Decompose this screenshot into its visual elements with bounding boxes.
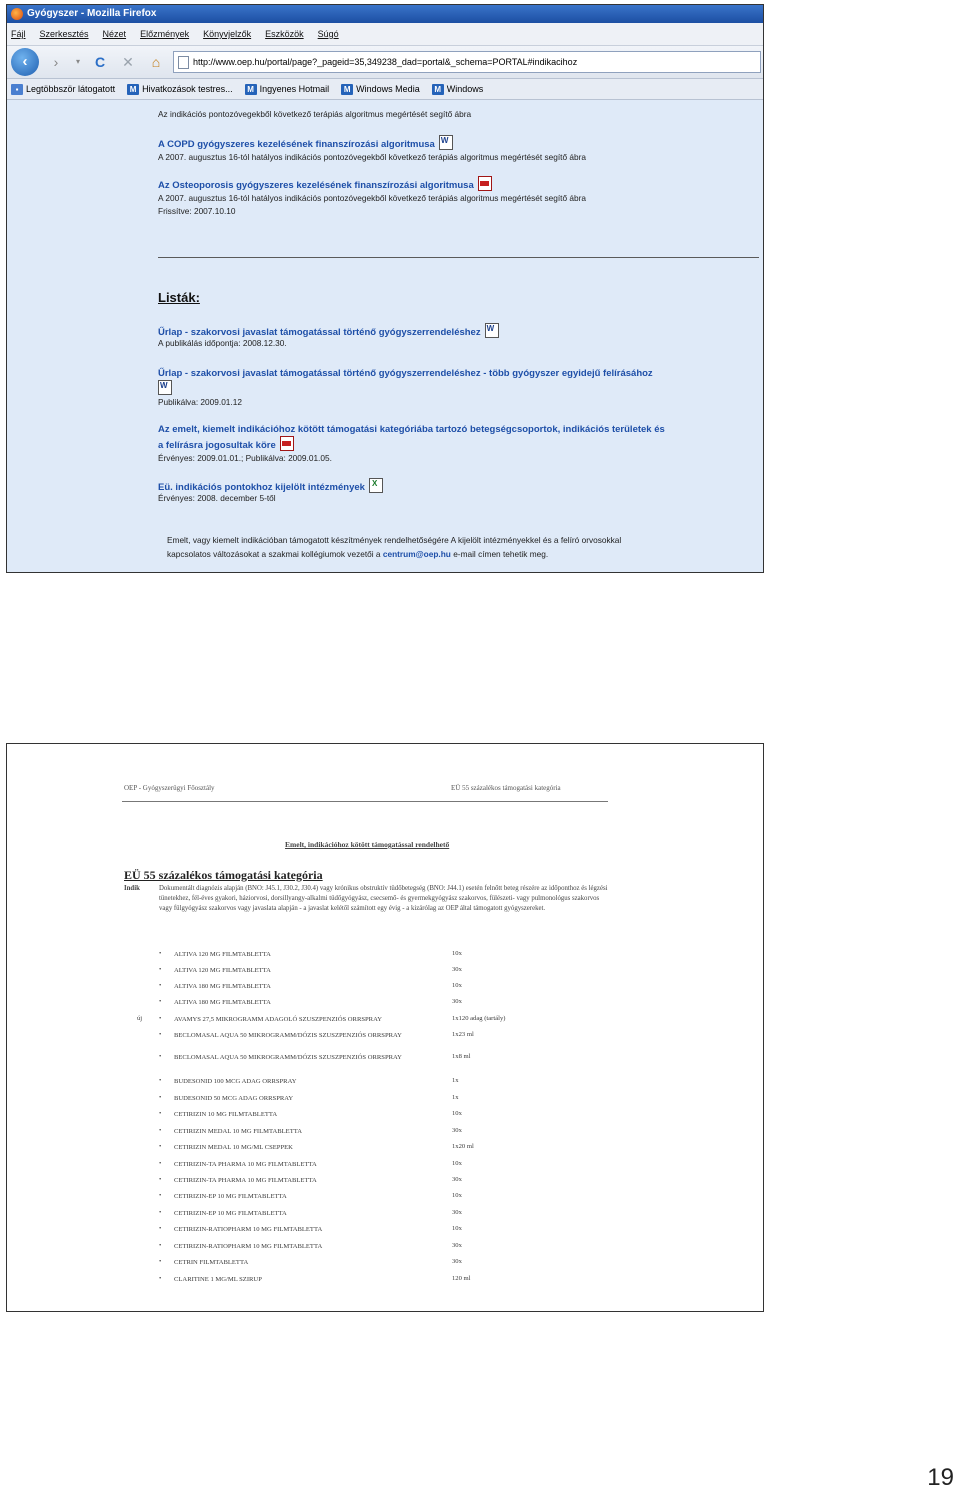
address-bar[interactable]: [173, 51, 761, 73]
drug-name: CETIRIZIN MEDAL 10 MG/ML CSEPPEK: [174, 1144, 293, 1151]
doc-indication-text: Dokumentált diagnózis alapján (BNO: J45.1, J30.2, J30.4) vagy krónikus obstruktív tüdőbetegség (BNO: J44.1) esetén felnőtt beteg részére az időponthoz és légzési tünetekhez, fél-éves gyakori, háziorvosi, dorsillyangy-alkalmi tüdőgyógyász, csecsemő- és gyermekgyógyász szakorvos, fülészeti- vagy pulmonológus szakorvos vagy fülgyógyász szakorvos vagy javaslata alapján - a javaslat kelétől számított egy évig - a kizárólag az OEP által támogatott gyógyszereket.: [159, 885, 608, 913]
drug-name: BECLOMASAL AQUA 50 MIKROGRAMM/DÓZIS SZUSZPENZIÓS ORRSPRAY: [174, 1032, 402, 1039]
email-link[interactable]: centrum@oep.hu: [382, 549, 451, 559]
drug-name: ALTIVA 180 MG FILMTABLETTA: [174, 983, 271, 990]
drug-name: ALTIVA 120 MG FILMTABLETTA: [174, 951, 271, 958]
pack-size: 120 ml: [452, 1275, 471, 1282]
drug-name: AVAMYS 27,5 MIKROGRAMM ADAGOLÓ SZUSZPENZIÓS ORRSPRAY: [174, 1016, 382, 1023]
form-multi-link[interactable]: Űrlap - szakorvosi javaslat támogatással történő gyógyszerrendeléshez - több gyógyszer egyidejű felírásához: [158, 368, 653, 379]
menu-help[interactable]: Súgó: [317, 29, 339, 39]
drug-name: BECLOMASAL AQUA 50 MIKROGRAMM/DÓZIS SZUSZPENZIÓS ORRSPRAY: [174, 1054, 402, 1061]
pack-size: 30x: [452, 1127, 462, 1134]
msn-icon: M: [127, 84, 139, 95]
home-icon[interactable]: ⌂: [151, 54, 161, 70]
msn-icon: M: [341, 84, 353, 95]
doc-header-right: EÜ 55 százalékos támogatási kategória: [451, 784, 561, 792]
bookmark-windows[interactable]: M Windows: [432, 84, 484, 95]
drug-name: CETRIN FILMTABLETTA: [174, 1259, 249, 1266]
bullet: •: [159, 950, 162, 957]
pack-size: 10x: [452, 982, 462, 989]
pack-size: 1x20 ml: [452, 1143, 474, 1150]
footer-text: kapcsolatos változásokat a szakmai kollégiumok vezetői a: [167, 549, 381, 559]
list-item-meta: A publikálás időpontja: 2008.12.30.: [158, 338, 287, 348]
bookmark-hotmail[interactable]: M Ingyenes Hotmail: [245, 84, 330, 95]
footer-note-line1: Emelt, vagy kiemelt indikációban támogatott készítmények rendelhetőségére A kijelölt intézményekkel és a felíró orvosokkal: [167, 535, 622, 545]
drug-name: CETIRIZIN-TA PHARMA 10 MG FILMTABLETTA: [174, 1177, 317, 1184]
footer-note-line2: [167, 549, 548, 559]
copd-item: [158, 134, 453, 152]
drug-name: BUDESONID 50 MCG ADAG ORRSPRAY: [174, 1095, 294, 1102]
drug-name: CLARITINE 1 MG/ML SZIRUP: [174, 1276, 262, 1283]
excel-doc-icon[interactable]: [369, 478, 383, 493]
msn-icon: M: [432, 84, 444, 95]
reload-icon[interactable]: C: [94, 54, 106, 70]
drug-name: CETIRIZIN-TA PHARMA 10 MG FILMTABLETTA: [174, 1161, 317, 1168]
bullet: •: [159, 982, 162, 989]
bullet: •: [159, 1192, 162, 1199]
indication-categories-link-cont[interactable]: a felírásra jogosultak köre: [158, 440, 276, 451]
bullet: •: [159, 1258, 162, 1265]
copd-link[interactable]: A COPD gyógyszeres kezelésének finanszírozási algoritmusa: [158, 139, 435, 150]
menu-view[interactable]: Nézet: [102, 29, 127, 39]
bullet: •: [159, 1053, 162, 1060]
menu-tools[interactable]: Eszközök: [265, 29, 304, 39]
pack-size: 10x: [452, 950, 462, 957]
osteoporosis-item: [158, 175, 492, 193]
pack-size: 10x: [452, 1192, 462, 1199]
msn-icon: M: [245, 84, 257, 95]
menu-history[interactable]: Előzmények: [140, 29, 190, 39]
menu-bar: [7, 23, 763, 46]
drug-name: CETIRIZIN-EP 10 MG FILMTABLETTA: [174, 1210, 287, 1217]
back-button[interactable]: ‹: [11, 48, 39, 76]
bullet: •: [159, 998, 162, 1005]
list-item: [158, 363, 653, 381]
browser-screenshot: [6, 4, 764, 573]
list-item-meta: Érvényes: 2009.01.01.; Publikálva: 2009.01.05.: [158, 453, 332, 463]
pack-size: 1x: [452, 1077, 459, 1084]
lists-heading: Listák:: [158, 290, 200, 305]
drug-name: CETIRIZIN 10 MG FILMTABLETTA: [174, 1111, 278, 1118]
pack-size: 30x: [452, 998, 462, 1005]
word-doc-icon[interactable]: [485, 323, 499, 338]
history-dropdown-icon[interactable]: ▾: [75, 57, 80, 66]
menu-bookmarks[interactable]: Könyvjelzők: [203, 29, 252, 39]
forward-button[interactable]: ›: [53, 54, 59, 70]
drug-name: CETIRIZIN MEDAL 10 MG FILMTABLETTA: [174, 1128, 302, 1135]
bullet: •: [159, 1176, 162, 1183]
navigation-toolbar: [7, 46, 763, 79]
institutions-link[interactable]: Eü. indikációs pontokhoz kijelölt intézmények: [158, 482, 365, 493]
bullet: •: [159, 1275, 162, 1282]
drug-name: CETIRIZIN-RATIOPHARM 10 MG FILMTABLETTA: [174, 1243, 323, 1250]
osteoporosis-updated: Frissítve: 2007.10.10: [158, 206, 236, 216]
drug-name: CETIRIZIN-RATIOPHARM 10 MG FILMTABLETTA: [174, 1226, 323, 1233]
bullet: •: [159, 1127, 162, 1134]
doc-title: EÜ 55 százalékos támogatási kategória: [124, 868, 323, 882]
partial-description: Az indikációs pontozóvegekből következő terápiás algoritmus megértését segítő ábra: [158, 109, 472, 119]
bullet: •: [159, 1094, 162, 1101]
drug-name: CETIRIZIN-EP 10 MG FILMTABLETTA: [174, 1193, 287, 1200]
window-title: Gyógyszer - Mozilla Firefox: [27, 8, 157, 19]
list-item-icon-row: [158, 379, 172, 397]
pdf-icon[interactable]: [280, 436, 294, 451]
osteoporosis-description: A 2007. augusztus 16-tól hatályos indikációs pontozóvegekből következő terápiás algoritmus megértését segítő ábra: [158, 193, 587, 203]
bookmark-folder-icon: ▪: [11, 84, 23, 95]
word-doc-icon[interactable]: [439, 135, 453, 150]
new-marker: új: [137, 1015, 143, 1022]
page-icon: [178, 56, 189, 69]
stop-icon[interactable]: ✕: [122, 54, 134, 70]
pdf-icon[interactable]: [478, 176, 492, 191]
drug-name: BUDESONID 100 MCG ADAG ORRSPRAY: [174, 1078, 297, 1085]
pack-size: 30x: [452, 1242, 462, 1249]
pack-size: 10x: [452, 1110, 462, 1117]
page-number: 19: [927, 1464, 954, 1491]
doc-header-left: OEP - Gyógyszerügyi Főosztály: [124, 784, 215, 792]
pack-size: 1x: [452, 1094, 459, 1101]
pack-size: 30x: [452, 1258, 462, 1265]
drug-name: ALTIVA 120 MG FILMTABLETTA: [174, 967, 271, 974]
bookmarks-toolbar: [7, 79, 763, 100]
drug-name: ALTIVA 180 MG FILMTABLETTA: [174, 999, 271, 1006]
bullet: •: [159, 1242, 162, 1249]
pack-size: 30x: [452, 1176, 462, 1183]
bullet: •: [159, 966, 162, 973]
list-item-continued: [158, 435, 294, 453]
indication-categories-link[interactable]: Az emelt, kiemelt indikációhoz kötött támogatási kategóriába tartozó betegségcsoportok, indikációs területek és: [158, 424, 665, 435]
doc-header-rule: [122, 801, 608, 802]
bullet: •: [159, 1225, 162, 1232]
pack-size: 30x: [452, 1209, 462, 1216]
pack-size: 1x23 ml: [452, 1031, 474, 1038]
pack-size: 30x: [452, 966, 462, 973]
list-item-meta: Publikálva: 2009.01.12: [158, 397, 242, 407]
bullet: •: [159, 1143, 162, 1150]
word-doc-icon[interactable]: [158, 380, 172, 395]
window-titlebar: [7, 5, 763, 23]
menu-file[interactable]: Fájl: [11, 29, 26, 39]
pack-size: 1x120 adag (tartály): [452, 1015, 506, 1022]
bookmark-most-visited[interactable]: ▪ Legtöbbször látogatott: [11, 84, 115, 95]
bookmark-customize-links[interactable]: M Hivatkozások testres...: [127, 84, 233, 95]
bookmark-windows-media[interactable]: M Windows Media: [341, 84, 420, 95]
divider: [158, 257, 759, 258]
copd-description: A 2007. augusztus 16-tól hatályos indikációs pontozóvegekből következő terápiás algoritmus megértését segítő ábra: [158, 152, 587, 162]
menu-edit[interactable]: Szerkesztés: [39, 29, 89, 39]
pack-size: 10x: [452, 1225, 462, 1232]
bullet: •: [159, 1110, 162, 1117]
doc-indication-label: Indik: [124, 885, 140, 892]
footer-text: e-mail címen tehetik meg.: [453, 549, 549, 559]
bullet: •: [159, 1031, 162, 1038]
bullet: •: [159, 1077, 162, 1084]
firefox-icon: [11, 8, 23, 20]
form-link[interactable]: Űrlap - szakorvosi javaslat támogatással történő gyógyszerrendeléshez: [158, 327, 481, 338]
url-text: http://www.oep.hu/portal/page?_pageid=35,349238_dad=portal&_schema=PORTAL#indikacihoz: [193, 57, 578, 67]
pack-size: 1x8 ml: [452, 1053, 471, 1060]
osteoporosis-link[interactable]: Az Osteoporosis gyógyszeres kezelésének finanszírozási algoritmusa: [158, 180, 474, 191]
pack-size: 10x: [452, 1160, 462, 1167]
bullet: •: [159, 1015, 162, 1022]
document-screenshot: [6, 743, 764, 1312]
bullet: •: [159, 1209, 162, 1216]
doc-subtitle: Emelt, indikációhoz kötött támogatással rendelhető: [285, 840, 450, 849]
list-item-meta: Érvényes: 2008. december 5-től: [158, 493, 276, 503]
bullet: •: [159, 1160, 162, 1167]
